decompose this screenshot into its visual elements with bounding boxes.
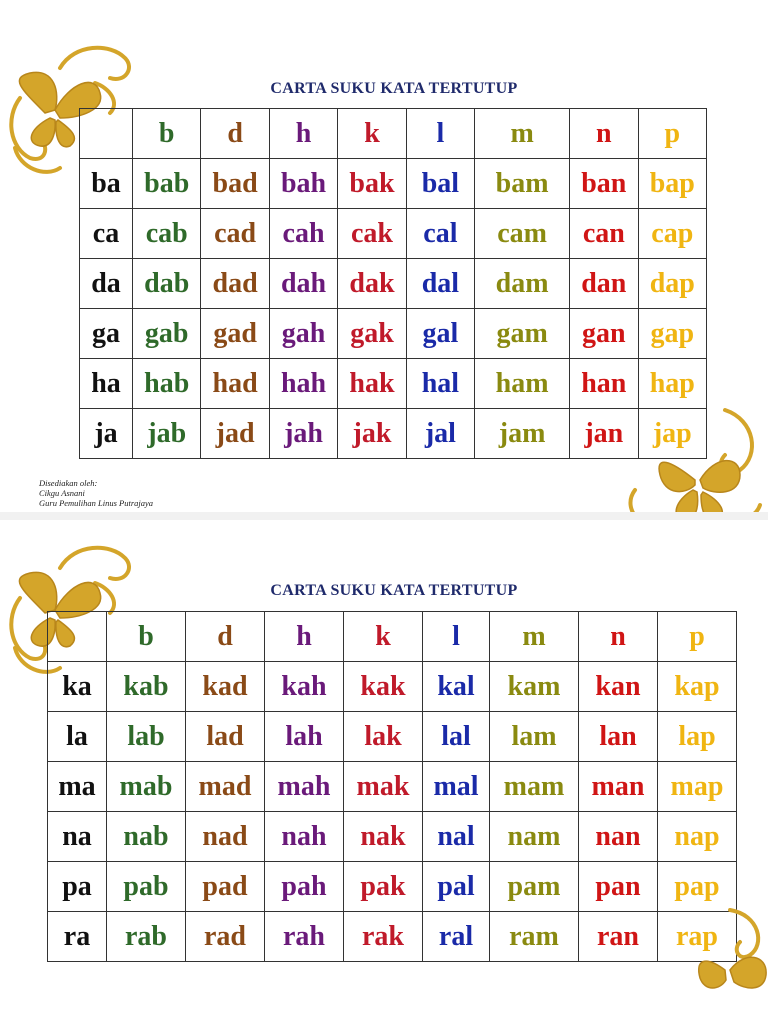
syllable-cell: hap <box>638 359 706 409</box>
row-header: ga <box>80 309 133 359</box>
table-row <box>48 662 737 712</box>
syllable-table <box>79 108 707 459</box>
syllable-cell: mab <box>107 762 186 812</box>
syllable-cell: dad <box>201 259 269 309</box>
syllable-cell: rak <box>344 912 423 962</box>
syllable-cell: jab <box>133 409 201 459</box>
syllable-cell: lap <box>658 712 737 762</box>
syllable-cell: lal <box>423 712 490 762</box>
syllable-cell: han <box>570 359 638 409</box>
table-row <box>80 309 707 359</box>
syllable-cell: cak <box>338 209 406 259</box>
row-header: la <box>48 712 107 762</box>
column-header: m <box>490 612 579 662</box>
syllable-cell: pab <box>107 862 186 912</box>
syllable-cell: dak <box>338 259 406 309</box>
syllable-cell: nah <box>265 812 344 862</box>
syllable-cell: gah <box>269 309 337 359</box>
row-header: ha <box>80 359 133 409</box>
syllable-cell: gab <box>133 309 201 359</box>
syllable-cell: cab <box>133 209 201 259</box>
syllable-cell: cah <box>269 209 337 259</box>
credit-line: Disediakan oleh: <box>39 478 98 488</box>
row-header: da <box>80 259 133 309</box>
syllable-cell: pad <box>186 862 265 912</box>
column-header: b <box>107 612 186 662</box>
syllable-cell: cal <box>406 209 474 259</box>
column-header: l <box>406 109 474 159</box>
header-row <box>48 612 737 662</box>
syllable-cell: mad <box>186 762 265 812</box>
syllable-cell: kan <box>579 662 658 712</box>
syllable-cell: kab <box>107 662 186 712</box>
syllable-cell: jam <box>475 409 570 459</box>
syllable-cell: nak <box>344 812 423 862</box>
column-header: n <box>579 612 658 662</box>
syllable-cell: jan <box>570 409 638 459</box>
syllable-cell: mak <box>344 762 423 812</box>
syllable-table <box>47 611 737 962</box>
syllable-cell: gak <box>338 309 406 359</box>
table-row <box>48 812 737 862</box>
syllable-cell: kad <box>186 662 265 712</box>
row-header: ra <box>48 912 107 962</box>
table-row <box>80 259 707 309</box>
syllable-cell: jad <box>201 409 269 459</box>
syllable-cell: map <box>658 762 737 812</box>
column-header: h <box>265 612 344 662</box>
row-header: ma <box>48 762 107 812</box>
syllable-cell: hak <box>338 359 406 409</box>
syllable-cell: nab <box>107 812 186 862</box>
syllable-cell: kak <box>344 662 423 712</box>
syllable-cell: hal <box>406 359 474 409</box>
syllable-cell: bap <box>638 159 706 209</box>
syllable-cell: bad <box>201 159 269 209</box>
syllable-cell: kah <box>265 662 344 712</box>
syllable-cell: gad <box>201 309 269 359</box>
syllable-cell: dan <box>570 259 638 309</box>
syllable-cell: gan <box>570 309 638 359</box>
syllable-cell: jal <box>406 409 474 459</box>
syllable-cell: ral <box>423 912 490 962</box>
syllable-cell: bam <box>475 159 570 209</box>
row-header: ja <box>80 409 133 459</box>
syllable-cell: pak <box>344 862 423 912</box>
table-row <box>80 159 707 209</box>
column-header: k <box>344 612 423 662</box>
syllable-cell: hab <box>133 359 201 409</box>
column-header: h <box>269 109 337 159</box>
syllable-cell: lan <box>579 712 658 762</box>
syllable-cell: ram <box>490 912 579 962</box>
chart-sheet-2 <box>0 520 768 1020</box>
column-header: b <box>133 109 201 159</box>
row-header: na <box>48 812 107 862</box>
butterfly-ornament-icon <box>690 900 768 1020</box>
syllable-cell: nal <box>423 812 490 862</box>
column-header: p <box>638 109 706 159</box>
chart-title: CARTA SUKU KATA TERTUTUP <box>270 582 518 599</box>
syllable-cell: ham <box>475 359 570 409</box>
syllable-cell: gap <box>638 309 706 359</box>
syllable-cell: dah <box>269 259 337 309</box>
syllable-cell: jak <box>338 409 406 459</box>
column-header: k <box>338 109 406 159</box>
syllable-cell: ban <box>570 159 638 209</box>
column-header: n <box>570 109 638 159</box>
syllable-cell: dal <box>406 259 474 309</box>
syllable-cell: bal <box>406 159 474 209</box>
syllable-cell: pah <box>265 862 344 912</box>
syllable-cell: pam <box>490 862 579 912</box>
column-header: p <box>658 612 737 662</box>
table-row <box>48 862 737 912</box>
header-row <box>80 109 707 159</box>
syllable-cell: nan <box>579 812 658 862</box>
syllable-cell: rab <box>107 912 186 962</box>
table-row <box>80 209 707 259</box>
column-header: d <box>186 612 265 662</box>
credit-block <box>39 478 153 508</box>
column-header: l <box>423 612 490 662</box>
syllable-cell: lad <box>186 712 265 762</box>
row-header: ba <box>80 159 133 209</box>
credit-line: Cikgu Asnani <box>39 488 85 498</box>
syllable-cell: kam <box>490 662 579 712</box>
syllable-cell: bah <box>269 159 337 209</box>
table-row <box>48 762 737 812</box>
syllable-cell: nad <box>186 812 265 862</box>
syllable-cell: ran <box>579 912 658 962</box>
syllable-cell: gam <box>475 309 570 359</box>
syllable-cell: mal <box>423 762 490 812</box>
syllable-cell: cam <box>475 209 570 259</box>
table-row <box>80 409 707 459</box>
syllable-cell: rah <box>265 912 344 962</box>
syllable-cell: lam <box>490 712 579 762</box>
chart-title: CARTA SUKU KATA TERTUTUP <box>270 80 518 97</box>
table-row <box>48 912 737 962</box>
table-row <box>48 712 737 762</box>
syllable-cell: nap <box>658 812 737 862</box>
syllable-cell: cad <box>201 209 269 259</box>
corner-cell <box>48 612 107 662</box>
column-header: d <box>201 109 269 159</box>
row-header: ka <box>48 662 107 712</box>
table-row <box>80 359 707 409</box>
syllable-cell: can <box>570 209 638 259</box>
syllable-cell: mah <box>265 762 344 812</box>
chart-sheet-1 <box>0 20 768 520</box>
syllable-cell: pal <box>423 862 490 912</box>
row-header: pa <box>48 862 107 912</box>
corner-cell <box>80 109 133 159</box>
syllable-cell: kal <box>423 662 490 712</box>
syllable-cell: bab <box>133 159 201 209</box>
column-header: m <box>475 109 570 159</box>
syllable-cell: lak <box>344 712 423 762</box>
syllable-cell: pan <box>579 862 658 912</box>
syllable-cell: dab <box>133 259 201 309</box>
syllable-cell: rad <box>186 912 265 962</box>
syllable-cell: dam <box>475 259 570 309</box>
syllable-cell: pap <box>658 862 737 912</box>
credit-line: Guru Pemulihan Linus Putrajaya <box>39 498 154 508</box>
syllable-cell: rap <box>658 912 737 962</box>
syllable-cell: mam <box>490 762 579 812</box>
syllable-cell: dap <box>638 259 706 309</box>
syllable-cell: jah <box>269 409 337 459</box>
syllable-cell: had <box>201 359 269 409</box>
syllable-cell: lah <box>265 712 344 762</box>
syllable-cell: gal <box>406 309 474 359</box>
syllable-cell: hah <box>269 359 337 409</box>
row-header: ca <box>80 209 133 259</box>
syllable-cell: nam <box>490 812 579 862</box>
syllable-cell: jap <box>638 409 706 459</box>
syllable-cell: cap <box>638 209 706 259</box>
syllable-cell: lab <box>107 712 186 762</box>
syllable-cell: man <box>579 762 658 812</box>
syllable-cell: bak <box>338 159 406 209</box>
syllable-cell: kap <box>658 662 737 712</box>
